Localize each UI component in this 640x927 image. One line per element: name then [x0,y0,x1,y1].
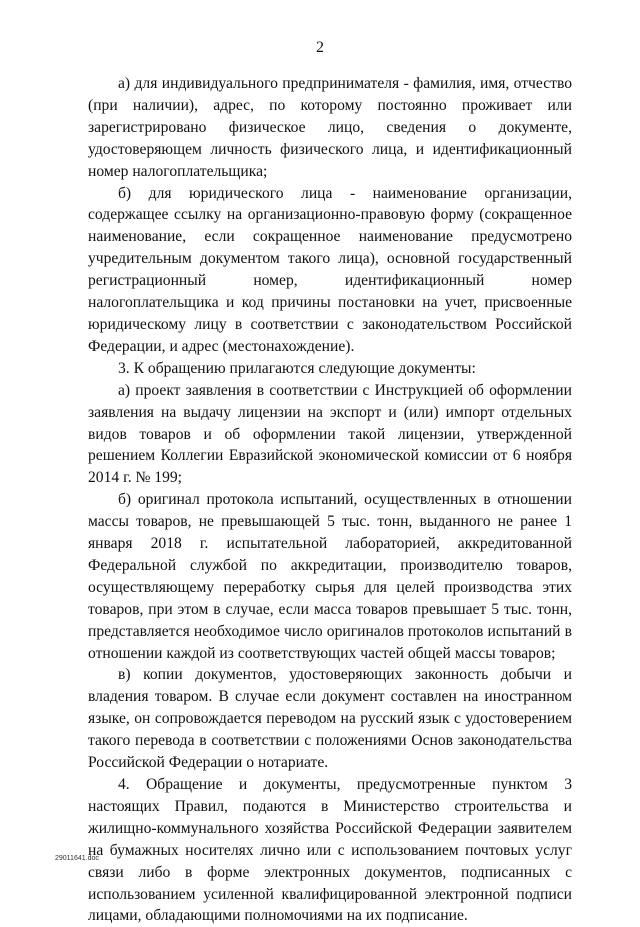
paragraph-3b: б) оригинал протокола испытаний, осуществленных в отношении массы товаров, не превышающей 5 тыс. тонн, выданного не ранее 1 января 2018 г. испытательной лабораторией, аккредитованной Федеральной службой по аккредитации, производителю товаров, осуществляющему переработку сырья для целей производства этих товаров, при этом в случае, если масса товаров превышает 5 тыс. тонн, представляется необходимое число оригиналов протоколов испытаний в отношении каждой из соответствующих частей общей массы товаров; [88,491,572,662]
paragraph-1a: а) для индивидуального предпринимателя - фамилия, имя, отчество (при наличии), адрес, по которому постоянно проживает или зарегистрировано физическое лицо, сведения о документе, удостоверяющем личность физического лица, и идентификационный номер налогоплательщика; [88,75,572,180]
paragraph-3a: а) проект заявления в соответствии с Инструкцией об оформлении заявления на выдачу лицензии на экспорт и (или) импорт отдельных видов товаров и об оформлении такой лицензии, утвержденной решением Коллегии Евразийской экономической комиссии от 6 ноября 2014 г. № 199; [88,381,572,487]
paragraph-4: 4. Обращение и документы, предусмотренные пунктом 3 настоящих Правил, подаются в Министерство строительства и жилищно-коммунального хозяйства Российской Федерации заявителем на бумажных носителях лично или с использованием почтовых услуг связи либо в форме электронных документов, подписанных с использованием усиленной квалифицированной электронной подписи лицами, обладающими полномочиями на их подписание. [88,776,572,925]
document-footer-filename: 29011641.doc [55,855,99,862]
paragraph-3c: в) копии документов, удостоверяющих законность добычи и владения товаром. В случае если документ составлен на иностранном языке, он сопровождается переводом на русский язык с удостоверением такого перевода в соответствии с положениями Основ законодательства Российской Федерации о нотариате. [88,666,572,772]
paragraph-1b: б) для юридического лица - наименование организации, содержащее ссылку на организационно-правовую форму (сокращенное наименование, если сокращенное наименование предусмотрено учредительным документом такого лица), основной государственный регистрационный номер, идентификационный номер налогоплательщика и код причины постановки на учет, присвоенные юридическому лицу в соответствии с законодательством Российской Федерации, и адрес (местонахождение). [88,184,572,355]
document-body [88,73,572,927]
page-number: 2 [316,39,324,56]
paragraph-3: 3. К обращению прилагаются следующие документы: [118,359,476,377]
